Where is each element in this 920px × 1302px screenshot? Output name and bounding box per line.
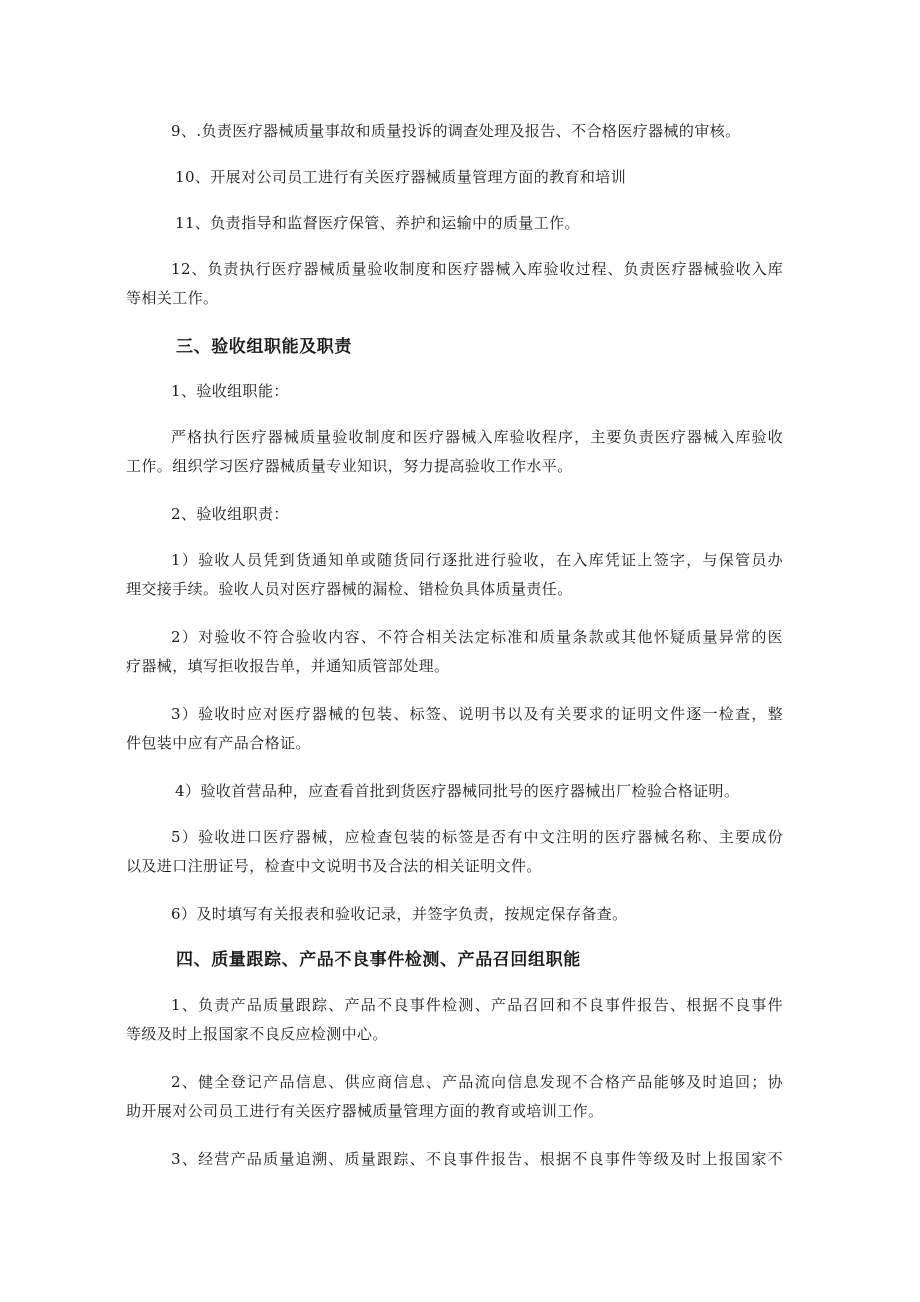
text-line: 助开展对公司员工进行有关医疗器械质量管理方面的教育或培训工作。 — [126, 1102, 604, 1120]
text-line: 4）验收首营品种，应查看首批到货医疗器械同批号的医疗器械出厂检验合格证明。 — [175, 782, 740, 800]
text-line: 6）及时填写有关报表和验收记录，并签字负责，按规定保存备查。 — [171, 905, 628, 923]
text-line: 11、负责指导和监督医疗保管、养护和运输中的质量工作。 — [175, 214, 580, 232]
text-line: 1、验收组职能： — [171, 382, 289, 400]
paragraph-item-11 — [175, 209, 787, 238]
paragraph-s4-3 — [171, 1145, 783, 1174]
paragraph-item-12 — [126, 255, 783, 313]
paragraph-s3-9 — [171, 900, 783, 929]
paragraph-s3-1 — [171, 377, 783, 406]
paragraph-s3-7 — [175, 777, 787, 806]
paragraph-s3-2 — [126, 423, 783, 481]
paragraph-s3-6 — [126, 700, 783, 758]
text-line: 10、开展对公司员工进行有关医疗器械质量管理方面的教育和培训 — [175, 168, 627, 186]
paragraph-item-9 — [171, 117, 783, 146]
text-line: 等相关工作。 — [126, 289, 219, 307]
text-line: 3）验收时应对医疗器械的包装、标签、说明书以及有关要求的证明文件逐一检查，整 — [171, 705, 783, 723]
text-line: 2）对验收不符合验收内容、不符合相关法定标准和质量条款或其他怀疑质量异常的医 — [171, 628, 783, 646]
paragraph-s3-5 — [126, 623, 783, 681]
section-heading-acceptance: 三、验收组职能及职责 — [176, 337, 352, 357]
paragraph-item-10 — [175, 163, 787, 192]
text-line: 1、负责产品质量跟踪、产品不良事件检测、产品召回和不良事件报告、根据不良事件 — [171, 996, 783, 1014]
text-line: 疗器械，填写拒收报告单，并通知质管部处理。 — [126, 657, 450, 675]
paragraph-s3-3 — [171, 500, 783, 529]
text-line: 理交接手续。验收人员对医疗器械的漏检、错检负具体质量责任。 — [126, 580, 573, 598]
section-heading-tracking-recall: 四、质量跟踪、产品不良事件检测、产品召回组职能 — [176, 950, 581, 970]
text-line: 1）验收人员凭到货通知单或随货同行逐批进行验收，在入库凭证上签字，与保管员办 — [171, 551, 783, 569]
text-line: 以及进口注册证号，检查中文说明书及合法的相关证明文件。 — [126, 857, 542, 875]
text-line: 等级及时上报国家不良反应检测中心。 — [126, 1025, 388, 1043]
paragraph-s4-2 — [126, 1068, 783, 1126]
text-line: 工作。组织学习医疗器械质量专业知识，努力提高验收工作水平。 — [126, 457, 573, 475]
paragraph-s3-8 — [126, 823, 783, 881]
paragraph-s4-1 — [126, 991, 783, 1049]
text-line: 9、.负责医疗器械质量事故和质量投诉的调查处理及报告、不合格医疗器械的审核。 — [171, 122, 741, 140]
text-line: 2、健全登记产品信息、供应商信息、产品流向信息发现不合格产品能够及时追回；协 — [171, 1073, 783, 1091]
text-line: 3、经营产品质量追溯、质量跟踪、不良事件报告、根据不良事件等级及时上报国家不 — [171, 1150, 783, 1168]
text-line: 严格执行医疗器械质量验收制度和医疗器械入库验收程序，主要负责医疗器械入库验收 — [171, 428, 783, 446]
text-line: 2、验收组职责： — [171, 505, 289, 523]
paragraph-s3-4 — [126, 546, 783, 604]
text-line: 件包装中应有产品合格证。 — [126, 734, 311, 752]
text-line: 5）验收进口医疗器械，应检查包装的标签是否有中文注明的医疗器械名称、主要成份 — [171, 828, 783, 846]
text-line: 12、负责执行医疗器械质量验收制度和医疗器械入库验收过程、负责医疗器械验收入库 — [171, 260, 783, 278]
